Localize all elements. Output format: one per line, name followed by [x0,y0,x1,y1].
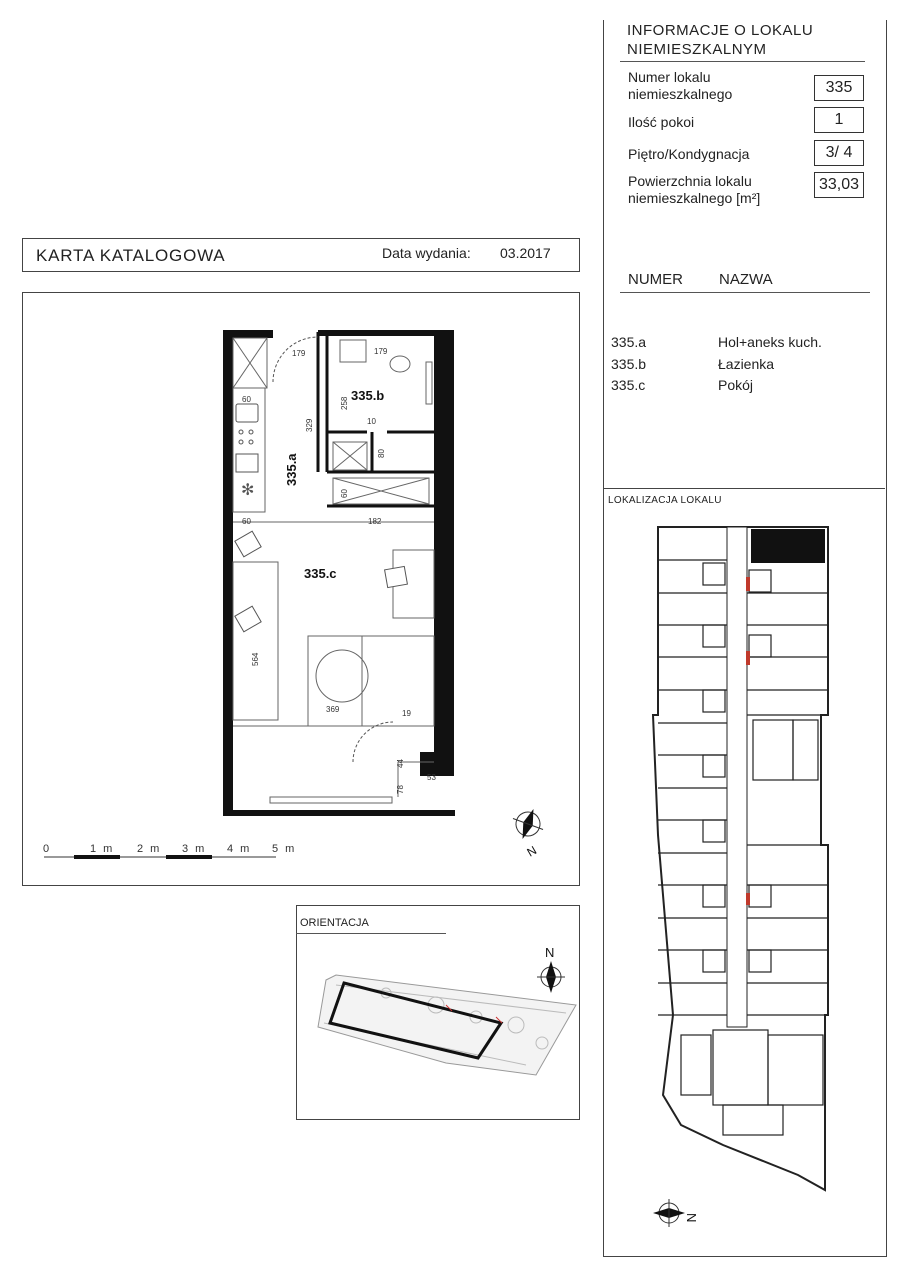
scale-bar [43,843,296,859]
field-value-floor: 3/ 4 [814,140,864,166]
room-name: Hol+aneks kuch. [718,334,822,350]
scale-tick: 3 m [182,843,207,855]
dim-369: 369 [326,705,340,714]
dim-10: 10 [367,417,376,426]
field-label-unit-number-2: niemieszkalnego [628,86,733,102]
field-value-area: 33,03 [814,172,864,198]
dim-258: 258 [340,396,349,410]
location-divider [603,488,885,489]
card-title: KARTA KATALOGOWA [36,246,226,265]
walls [223,330,455,816]
plan-north-label: N [524,843,540,860]
dim-53: 53 [427,773,436,782]
card-date-value: 03.2017 [500,245,551,261]
card-date-label: Data wydania: [382,245,471,261]
col-header-name: NAZWA [719,271,773,288]
room-name: Pokój [718,377,754,393]
compass-icon [653,1199,685,1227]
field-label-unit-number: Numer lokalu [628,69,711,85]
dim-19: 19 [402,709,411,718]
compass-icon [507,803,548,844]
location-title: LOKALIZACJA LOKALU [608,495,722,506]
dim-179b: 179 [374,347,388,356]
scale-tick: 1 m [90,843,115,855]
room-number: 335.b [611,356,647,372]
dim-60a: 60 [242,395,251,404]
dim-80: 80 [377,449,386,458]
room-number: 335.c [611,377,646,393]
room-label-c: 335.c [304,566,337,581]
field-label-area-2: niemieszkalnego [m²] [628,190,761,206]
dim-60c: 60 [242,517,251,526]
dim-60b: 60 [340,489,349,498]
field-value-room-count: 1 [814,107,864,133]
field-value-unit-number: 335 [814,75,864,101]
scale-tick: 0 [43,843,52,855]
floor-plan [22,292,580,886]
room-label-b: 335.b [351,388,385,403]
room-number: 335.a [611,334,647,350]
location-north-label: N [684,1213,699,1223]
location-map [603,505,885,1255]
info-title-divider [620,61,865,62]
info-title-line1: INFORMACJE O LOKALU [627,22,814,39]
svg-text:✻: ✻ [241,482,255,499]
dim-44: 44 [396,759,405,768]
field-label-area: Powierzchnia lokalu [628,173,752,189]
orientation-map [296,905,580,1120]
compass-icon [537,961,565,993]
field-label-floor: Piętro/Kondygnacja [628,146,750,162]
room-label-a: 335.a [284,453,299,486]
dim-182: 182 [368,517,382,526]
field-label-room-count: Ilość pokoi [628,114,695,130]
col-header-number: NUMER [628,271,683,288]
room-name: Łazienka [718,356,775,372]
orientation-north-label: N [545,945,555,960]
dim-78: 78 [396,785,405,794]
scale-tick: 4 m [227,843,252,855]
dim-329: 329 [305,418,314,432]
scale-tick: 5 m [272,843,297,855]
orientation-title: ORIENTACJA [300,917,369,929]
scale-tick: 2 m [137,843,162,855]
info-title-line2: NIEMIESZKALNYM [627,41,767,58]
col-header-divider [620,292,870,293]
dim-179a: 179 [292,349,306,358]
dim-564: 564 [251,652,260,666]
